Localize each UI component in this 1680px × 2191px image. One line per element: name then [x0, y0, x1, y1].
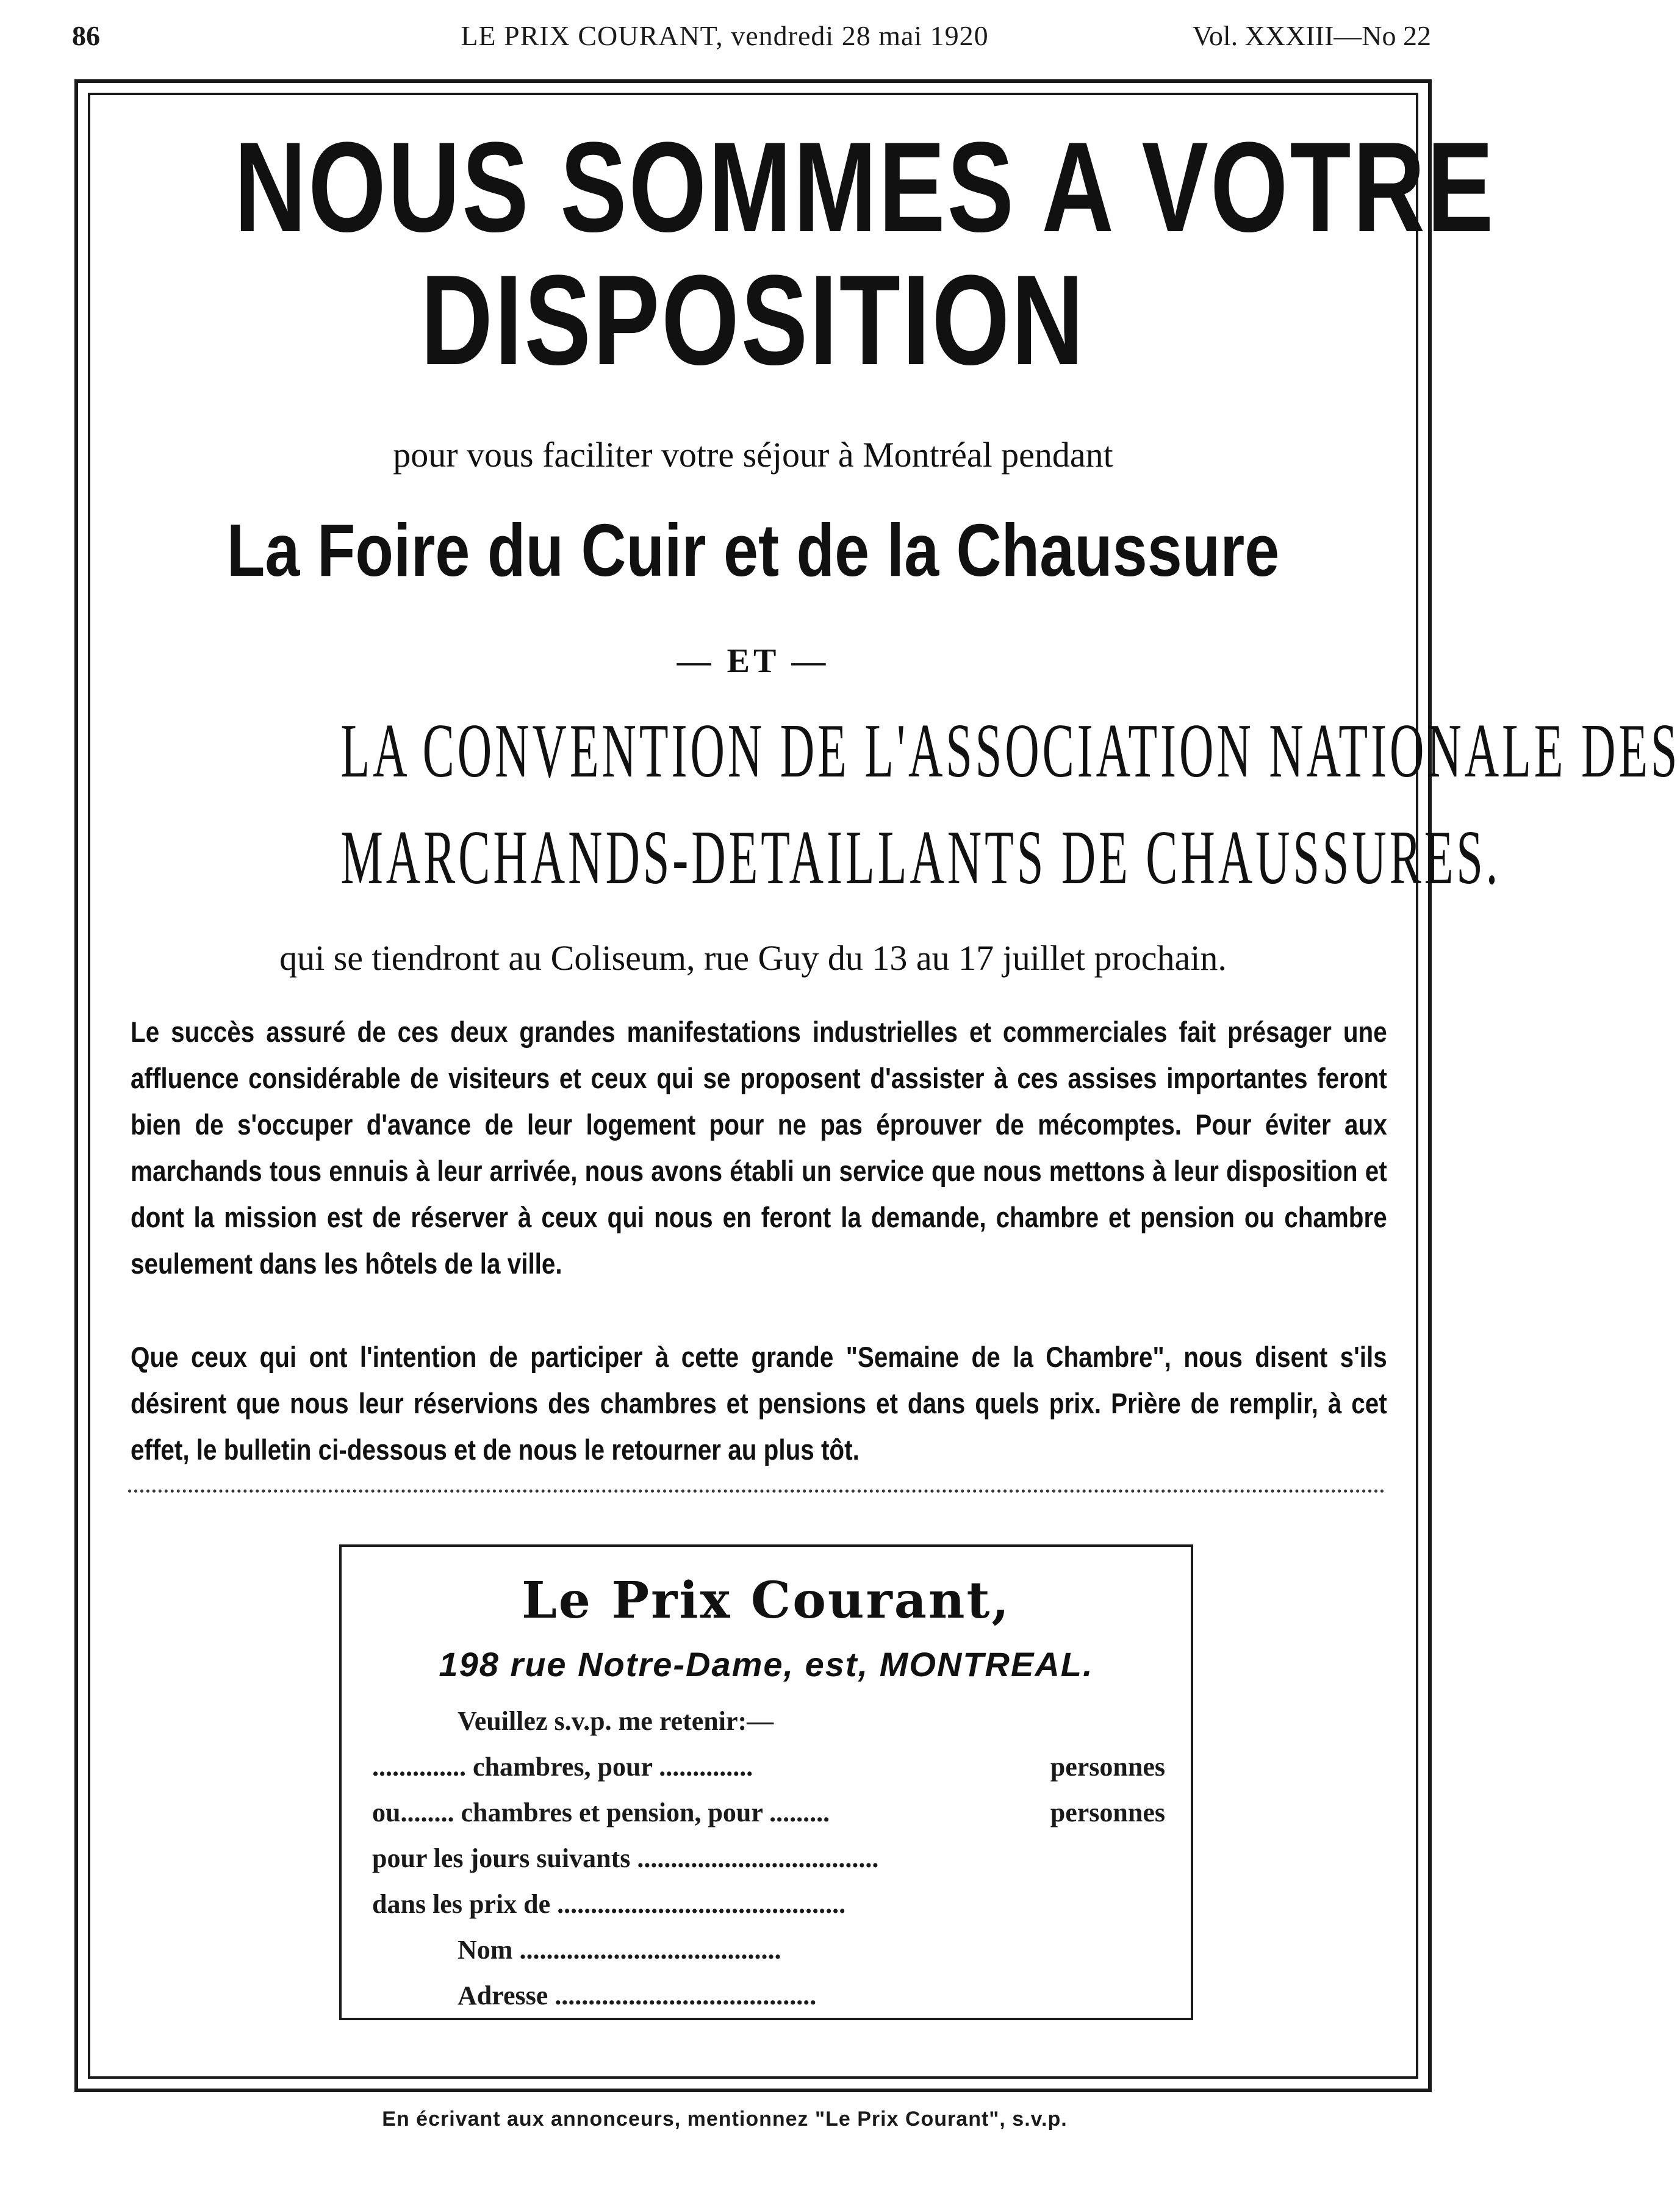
dotted-separator: [128, 1490, 1385, 1493]
coupon-title: Le Prix Courant,: [522, 1571, 1011, 1630]
body-paragraph-2: Que ceux qui ont l'intention de participer à cette grande "Semaine de la Chambre", nous disent s'ils désirent que nous leur réservions des chambres et pensions et dans quels prix. Prière de remplir, à cet effet, le bulletin ci-dessous et de nous le retourner au plus tôt.: [131, 1341, 1387, 1466]
venue-line: qui se tiendront au Coliseum, rue Guy du 13 au 17 juillet prochain.: [279, 938, 1227, 978]
days-dots[interactable]: ....................................: [637, 1843, 879, 1873]
price-label: dans les prix de: [372, 1889, 551, 1919]
rooms-persons-label: personnes: [1050, 1752, 1165, 1782]
headline-line-1: NOUS SOMMES A VOTRE: [234, 115, 1496, 259]
coupon-price-line: [372, 1888, 845, 1920]
rooms-persons-dots[interactable]: ..............: [659, 1752, 753, 1782]
volume-number: Vol. XXXIII—No 22: [1192, 20, 1431, 51]
pension-persons-dots[interactable]: .........: [769, 1798, 830, 1827]
coupon-days-line: [372, 1843, 878, 1874]
subheadline: pour vous faciliter votre séjour à Montréal pendant: [393, 435, 1113, 475]
price-dots[interactable]: ...........................................: [557, 1889, 846, 1919]
pension-label: chambres et pension, pour: [461, 1798, 763, 1827]
connector-text: — ET —: [677, 642, 830, 680]
reservation-coupon: [339, 1544, 1193, 2020]
event-title: La Foire du Cuir et de la Chaussure: [226, 509, 1280, 592]
publication-line: LE PRIX COURANT, vendredi 28 mai 1920: [461, 20, 989, 51]
pension-lead[interactable]: ou........: [372, 1798, 454, 1827]
headline-line-2: DISPOSITION: [420, 248, 1086, 392]
page-footer: En écrivant aux annonceurs, mentionnez "Le Prix Courant", s.v.p.: [382, 2107, 1068, 2131]
address-dots[interactable]: .......................................: [555, 1981, 817, 2010]
coupon-pension-line: [372, 1797, 1165, 1828]
pension-persons-label: personnes: [1050, 1798, 1165, 1827]
coupon-request: Veuillez s.v.p. me retenir:—: [458, 1706, 774, 1736]
name-dots[interactable]: .......................................: [519, 1935, 781, 1965]
convention-line-1: LA CONVENTION DE L'ASSOCIATION NATIONALE DES: [340, 709, 1680, 794]
advertisement: [88, 93, 1680, 2079]
convention-line-2: MARCHANDS-DETAILLANTS DE CHAUSSURES.: [340, 816, 1501, 900]
coupon-address-line: [458, 1980, 816, 2011]
coupon-rooms-line: [372, 1751, 1165, 1782]
name-label: Nom: [458, 1935, 513, 1965]
page-header: [0, 12, 1449, 61]
rooms-label: chambres, pour: [473, 1752, 653, 1782]
body-paragraph-1: Le succès assuré de ces deux grandes manifestations industrielles et commerciales fait présager une affluence considérable de visiteurs et ceux qui se proposent d'assister à ces assises importantes feront bien de s'occuper d'avance de leur logement pour ne pas éprouver de mécomptes. Pour éviter aux marchands tous ennuis à leur arrivée, nous avons établi un service que nous mettons à leur disposition et dont la mission est de réserver à ceux qui nous en feront la demande, chambre et pension ou chambre seulement dans les hôtels de la ville.: [131, 1016, 1387, 1280]
coupon-name-line: [458, 1934, 781, 1965]
days-label: pour les jours suivants: [372, 1843, 631, 1873]
rooms-lead-dots[interactable]: ..............: [372, 1752, 466, 1782]
page-number: 86: [72, 20, 100, 51]
address-label: Adresse: [458, 1981, 548, 2010]
coupon-address: 198 rue Notre-Dame, est, MONTREAL.: [439, 1645, 1094, 1684]
